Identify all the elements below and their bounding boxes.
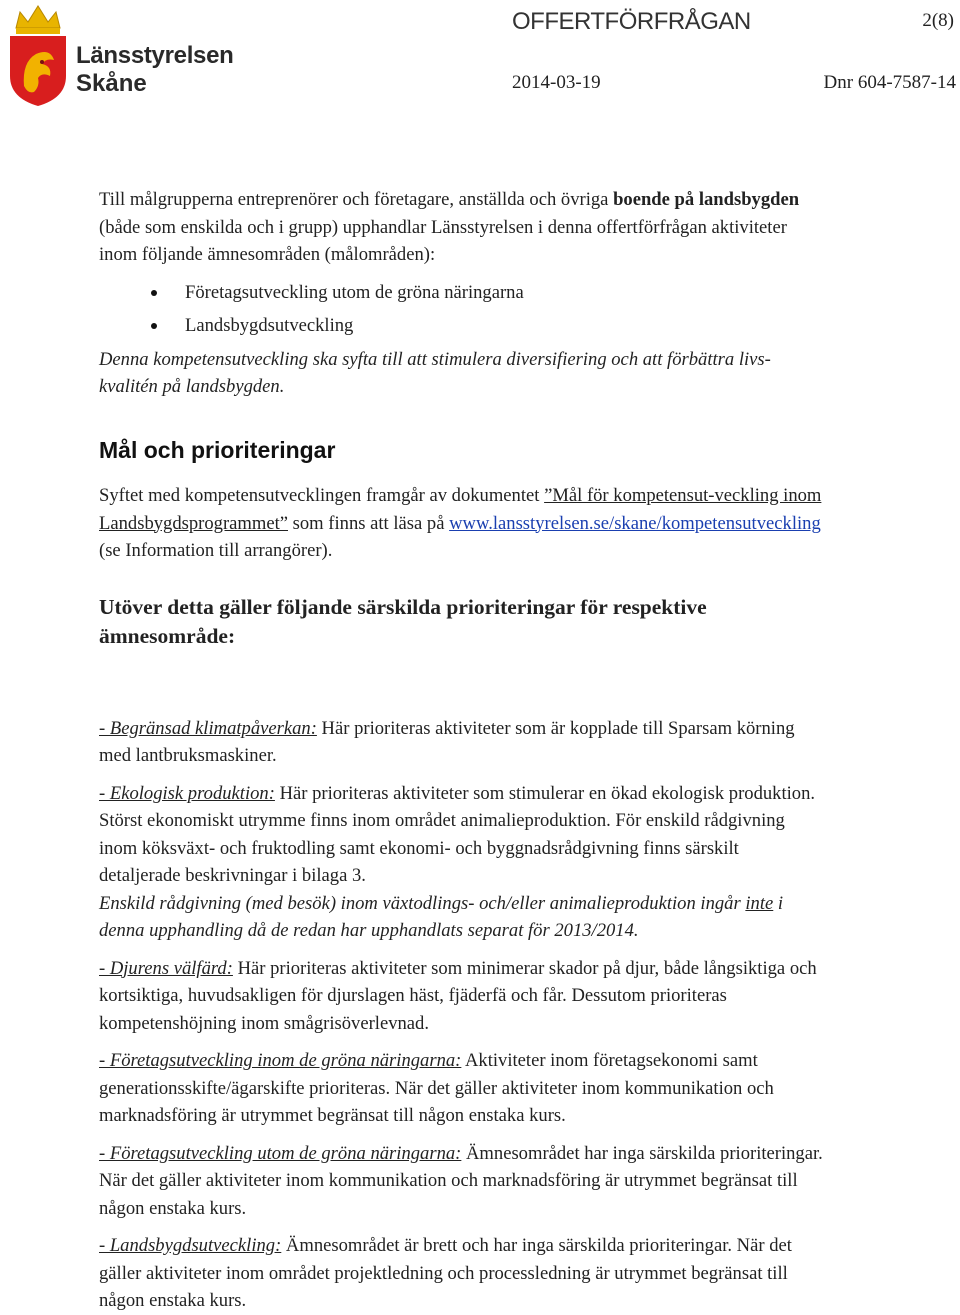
goals-paragraph: [99, 482, 824, 565]
logo-line2: Skåne: [76, 70, 147, 97]
intro-bold: boende på landsbygden: [613, 189, 800, 210]
topic-list: [99, 276, 824, 342]
goals-text-3: (se Information till arrangörer).: [99, 540, 333, 561]
priorities-heading: Utöver detta gäller följande särskilda prioriteringar för respektive ämnesområde:: [99, 594, 707, 648]
note-emphasis: inte: [745, 892, 774, 914]
document-title-link[interactable]: ”Mål för kompetensut-veckling inom Landsbygdsprogrammet”: [99, 485, 822, 534]
document-reference: Dnr 604-7587-14: [823, 72, 956, 93]
section-text: Aktiviteter inom företagsekonomi samt generationsskifte/ägarskifte prioriteras. När det gäller aktiviteter inom kommunikation och marknadsföring är utrymmet begränsat till någon enstaka kurs.: [99, 1050, 774, 1126]
section-organic: [99, 780, 824, 890]
list-item-label: Landsbygdsutveckling: [185, 314, 354, 336]
goals-text-1: Syftet med kompetensutvecklingen framgår av dokumentet: [99, 485, 545, 506]
intro-text-1: Till målgrupperna entreprenörer och företagare, anställda och övriga: [99, 189, 614, 210]
section-label: - Ekologisk produktion:: [99, 782, 275, 804]
section-climate: [99, 715, 824, 770]
section-rural-development: [99, 1232, 824, 1315]
section-business-other: [99, 1140, 824, 1223]
intro-text-2: (både som enskilda och i grupp) upphandlar Länsstyrelsen i denna offertförfrågan aktiviteter inom följande ämnesområden (målområden):: [99, 216, 787, 265]
note-text-2: i denna upphandling då de redan har upphandlats separat för 2013/2014.: [99, 892, 784, 941]
section-text: Här prioriteras aktiviteter som stimulerar en ökad ekologisk produktion. Störst ekonomiskt utrymme finns inom området animalieproduktion. För enskild rådgivning inom köksväxt- och fruktodling samt ekonomi- och byggnadsrådgivning finns särskilt detaljerade beskrivningar i bilaga 3.: [99, 782, 816, 886]
section-animal-welfare: [99, 955, 824, 1038]
section-text: Här prioriteras aktiviteter som minimerar skador på djur, både långsiktiga och kortsiktiga, huvudsakligen för djurslagen häst, fjäderfä och får. Dessutom prioriteras kompetenshöjning inom smågrisöverlevnad.: [99, 957, 817, 1034]
bullet-icon: [151, 323, 157, 329]
logo-line1: Länsstyrelsen: [76, 42, 234, 69]
aim-paragraph: Denna kompetensutveckling ska syfta till att stimulera diversifiering och att förbättra livs-kvalitén på landsbygden.: [99, 348, 771, 397]
document-date: 2014-03-19: [512, 72, 601, 93]
page-header: [0, 0, 960, 120]
section-text: Ämnesområdet är brett och har inga särskilda prioriteringar. När det gäller aktiviteter inom området projektledning och processledning är utrymmet begränsat till någon enstaka kurs.: [99, 1235, 792, 1311]
document-body: [99, 186, 824, 1315]
website-link[interactable]: www.lansstyrelsen.se/skane/kompetensutveckling: [449, 512, 821, 534]
document-type: OFFERTFÖRFRÅGAN: [512, 8, 751, 35]
section-business-green: [99, 1047, 824, 1130]
section-text: Här prioriteras aktiviteter som är kopplade till Sparsam körning med lantbruksmaskiner.: [99, 717, 795, 766]
list-item: [99, 276, 824, 309]
goals-heading: Mål och prioriteringar: [99, 436, 336, 463]
lansstyrelsen-logo: [4, 2, 234, 108]
intro-paragraph: [99, 186, 824, 269]
list-item: [99, 309, 824, 342]
section-label: - Företagsutveckling utom de gröna näringarna:: [99, 1142, 462, 1164]
section-label: - Landsbygdsutveckling:: [99, 1235, 282, 1256]
section-label: - Företagsutveckling inom de gröna näringarna:: [99, 1050, 462, 1071]
section-text: Ämnesområdet har inga särskilda prioriteringar. När det gäller aktiviteter inom kommunikation och marknadsföring är utrymmet begränsat till någon enstaka kurs.: [99, 1142, 823, 1219]
note-text-1: Enskild rådgivning (med besök) inom växtodlings- och/eller animalieproduktion ingår: [99, 892, 746, 914]
section-label: - Begränsad klimatpåverkan:: [99, 717, 317, 739]
bullet-icon: [151, 290, 157, 296]
list-item-label: Företagsutveckling utom de gröna näringarna: [185, 281, 524, 303]
goals-text-2: som finns att läsa på: [288, 512, 450, 534]
section-organic-note: [99, 890, 824, 945]
griffin-shield-icon: [6, 2, 70, 108]
section-label: - Djurens välfärd:: [99, 957, 233, 979]
page-number: 2(8): [922, 10, 954, 31]
